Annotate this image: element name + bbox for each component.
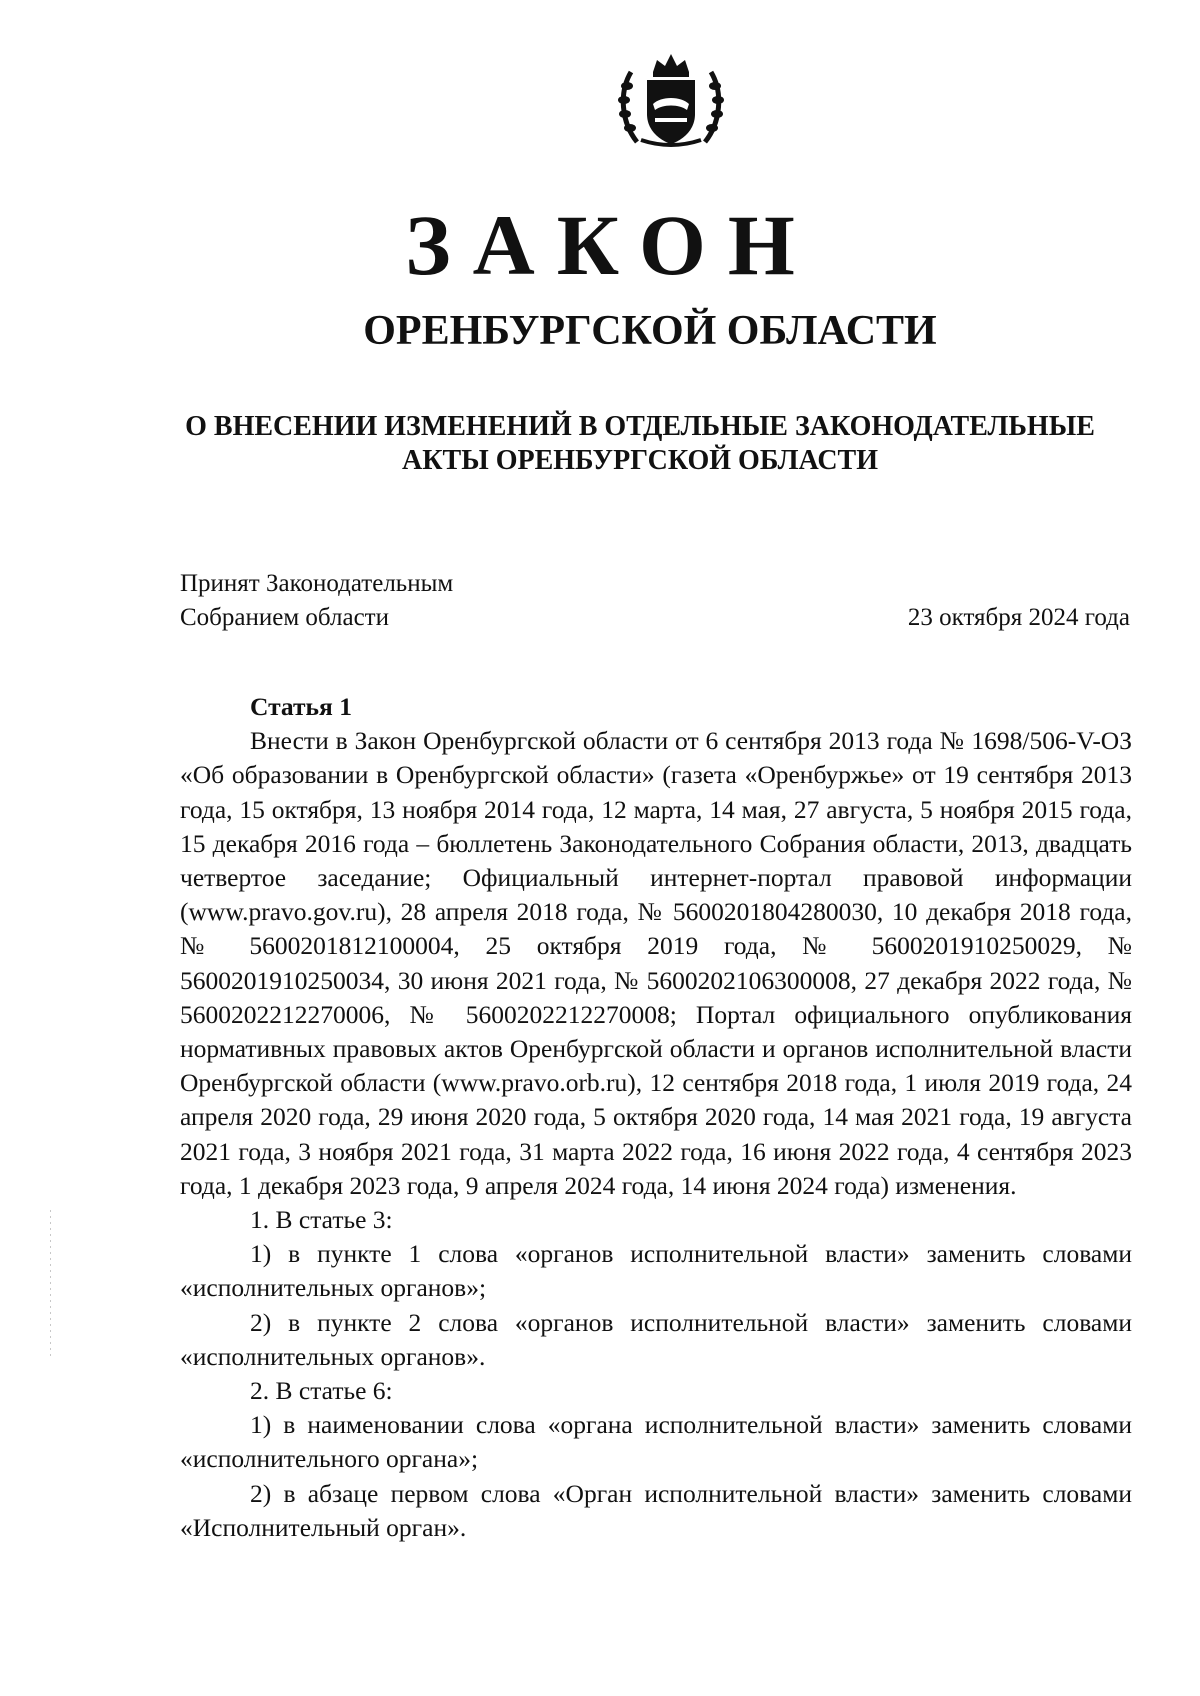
law-subject xyxy=(180,410,1100,478)
list-item: 2. В статье 6: xyxy=(250,1376,393,1406)
list-item: 1. В статье 3: xyxy=(250,1205,393,1235)
coat-of-arms-icon xyxy=(615,52,727,148)
scan-margin-mark xyxy=(50,1210,51,1360)
article-heading: Статья 1 xyxy=(250,692,352,721)
adopted-by-line-2: Собранием области xyxy=(180,604,389,631)
list-item: 2) в пункте 2 слова «органов исполнительной власти» заменить словами «исполнительных органов». xyxy=(180,1307,1132,1371)
list-item: 2) в абзаце первом слова «Орган исполнительной власти» заменить словами «Исполнительный орган». xyxy=(180,1478,1132,1542)
region-title: ОРЕНБУРГСКОЙ ОБЛАСТИ xyxy=(363,308,937,354)
law-subject-line-1: О ВНЕСЕНИИ ИЗМЕНЕНИЙ В ОТДЕЛЬНЫЕ ЗАКОНОДАТЕЛЬНЫЕ xyxy=(185,411,1095,442)
adoption-block xyxy=(180,567,1130,635)
law-title: ЗАКОН xyxy=(405,197,817,293)
law-body xyxy=(180,690,1132,1545)
adoption-date: 23 октября 2024 года xyxy=(907,604,1130,631)
article-intro-paragraph: Внести в Закон Оренбургской области от 6 сентября 2013 года № 1698/506-V-ОЗ «Об образовании в Оренбургской области» (газета «Оренбуржье» от 19 сентября 2013 года, 15 октября, 13 ноября 2014 года, 12 марта, 14 мая, 27 августа, 5 ноября 2015 года, 15 декабря 2016 года – бюллетень Законодательного Собрания области, 2013, двадцать четвертое заседание; Официальный интернет-портал правовой информации (www.pravo.gov.ru), 28 апреля 2018 года, № 5600201804280030, 10 декабря 2018 года, № 5600201812100004, 25 октября 2019 года, № 5600201910250029, № 5600201910250034, 30 июня 2021 года, № 5600202106300008, 27 декабря 2022 года, № 5600202212270006, № 5600202212270008; Портал официального опубликования нормативных правовых актов Оренбургской области и органов исполнительной власти Оренбургской области (www.pravo.orb.ru), 12 сентября 2018 года, 1 июля 2019 года, 24 апреля 2020 года, 29 июня 2020 года, 5 октября 2020 года, 14 мая 2021 года, 19 августа 2021 года, 3 ноября 2021 года, 31 марта 2022 года, 16 июня 2022 года, 4 сентября 2023 года, 1 декабря 2023 года, 9 апреля 2024 года, 14 июня 2024 года) изменения. xyxy=(180,726,1132,1200)
adopted-by-line-1: Принят Законодательным xyxy=(180,570,454,597)
list-item: 1) в пункте 1 слова «органов исполнительной власти» заменить словами «исполнительных органов»; xyxy=(180,1239,1132,1303)
law-subject-line-2: АКТЫ ОРЕНБУРГСКОЙ ОБЛАСТИ xyxy=(402,445,878,476)
list-item: 1) в наименовании слова «органа исполнительной власти» заменить словами «исполнительного органа»; xyxy=(180,1410,1132,1474)
